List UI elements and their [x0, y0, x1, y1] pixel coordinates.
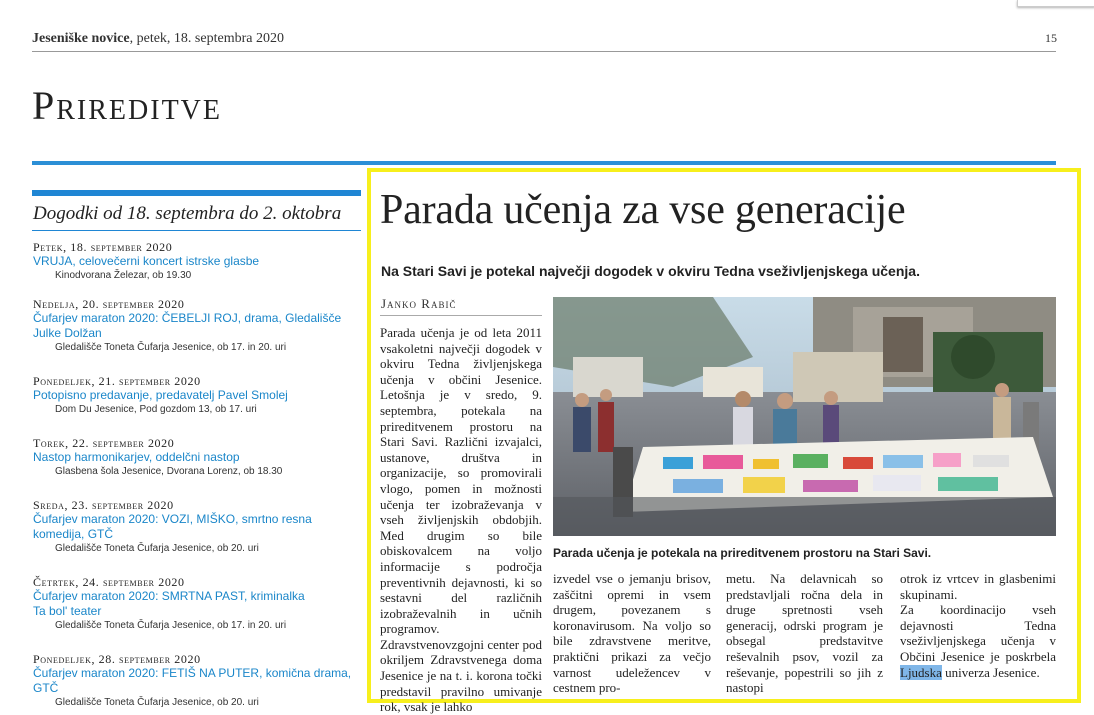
article-headline: Parada učenja za vse generacije — [380, 187, 906, 233]
event-place: Gledališče Toneta Čufarja Jesenice, ob 17. in 20. uri — [55, 620, 287, 631]
highlighted-word[interactable]: Ljudska — [900, 664, 942, 680]
event-place: Kinodvorana Železar, ob 19.30 — [55, 270, 192, 281]
event-place: Dom Du Jesenice, Pod gozdom 13, ob 17. uri — [55, 404, 257, 415]
event-place: Gledališče Toneta Čufarja Jesenice, ob 20. uri — [55, 697, 259, 708]
event-title: Nastop harmonikarjev, oddelčni nastop — [33, 450, 240, 464]
article-column-1: Parada učenja je od leta 2011 vsakoletni največji dogodek v okviru Tedna življenjskega učenja v občini Jesenice. Letošnja je v sredo, 9. septembra, potekala na prireditvenem prostoru na Stari Savi. Različni izvajalci, ustanove, društva in organizacije, so promovirali vlogo, pomen in možnosti učenja ter izobraževanja v vseh življenjskih obdobjih. Med drugim so bile obiskovalcem na voljo informacije s področja preventivnih dejavnosti, ki so sestavni del različnih izobraževalnih in učnih programov. Zdravstvenovzgojni center pod okriljem Zdravstvenega doma Jesenice je na t. i. korona točki predstavil pravilno umivanje rok, vsak je lahko — [380, 325, 542, 715]
event-photo-image — [553, 297, 1056, 536]
event-item — [33, 653, 363, 710]
article-column-3: metu. Na delavnicah so predstavljali ročna dela in druge spretnosti vseh generacij, odrski program je obsegal predstavitve reševalnih psov, vozil za reševanje, popestrili so jih z nastopi — [726, 571, 883, 696]
event-date: Petek, 18. september 2020 — [33, 240, 173, 254]
article-author: Janko Rabič — [381, 296, 457, 311]
event-date: Ponedeljek, 21. september 2020 — [33, 374, 201, 388]
photo-caption: Parada učenja je potekala na prireditvenem prostoru na Stari Savi. — [553, 546, 932, 560]
event-item — [33, 576, 363, 633]
event-title: VRUJA, celovečerni koncert istrske glasbe — [33, 254, 260, 268]
event-date: Torek, 22. september 2020 — [33, 436, 175, 450]
masthead — [32, 31, 284, 47]
column-4-text-end: univerza Jesenice. — [941, 664, 1040, 680]
event-date: Sreda, 23. september 2020 — [33, 498, 174, 512]
author-rule — [380, 315, 542, 316]
event-item — [33, 298, 363, 355]
section-divider — [32, 161, 1056, 165]
event-item — [33, 241, 363, 283]
event-title: Čufarjev maraton 2020: FETIŠ NA PUTER, komična drama, GTČ — [33, 666, 352, 695]
publication-name: Jeseniške novice — [32, 31, 130, 46]
event-date: Nedelja, 20. september 2020 — [33, 297, 185, 311]
event-date: Četrtek, 24. september 2020 — [33, 575, 185, 589]
event-title: Čufarjev maraton 2020: VOZI, MIŠKO, smrtno resna komedija, GTČ — [33, 512, 312, 541]
window-edge — [1017, 0, 1094, 7]
event-title: Potopisno predavanje, predavatelj Pavel Smolej — [33, 388, 288, 402]
article-column-4 — [900, 571, 1056, 680]
page-number: 15 — [1045, 31, 1057, 45]
event-place: Gledališče Toneta Čufarja Jesenice, ob 17. in 20. uri — [55, 342, 287, 353]
header-rule — [32, 51, 1056, 52]
event-item — [33, 437, 363, 479]
section-title: Prireditve — [32, 83, 222, 128]
event-place: Gledališče Toneta Čufarja Jesenice, ob 20. uri — [55, 543, 259, 554]
events-heading: Dogodki od 18. septembra do 2. oktobra — [33, 203, 342, 224]
issue-date: , petek, 18. septembra 2020 — [129, 31, 284, 46]
article-subhead: Na Stari Savi je potekal največji dogodek v okviru Tedna vseživljenjskega učenja. — [381, 263, 920, 279]
event-item — [33, 375, 363, 417]
event-place: Glasbena šola Jesenice, Dvorana Lorenz, ob 18.30 — [55, 466, 283, 477]
article-photo — [553, 297, 1056, 536]
article-column-2: izvedel vse o jemanju brisov, zaščitni opremi in vsem drugem, povezanem s koronavirusom. Na voljo so bile zdravstvene meritve, praktični prikazi za večjo varnost udeležencev v cestnem pro- — [553, 571, 711, 696]
event-item — [33, 499, 363, 556]
events-rule — [32, 230, 361, 231]
event-title: Čufarjev maraton 2020: ČEBELJI ROJ, drama, Gledališče Julke Dolžan — [33, 311, 342, 340]
column-4-text: otrok iz vrtcev in glasbenimi skupinami. Za koordinacijo vseh dejavnosti Tedna vseživljenjskega učenja v Občini Jesenice je poskrbela — [900, 571, 1056, 664]
events-top-bar — [32, 190, 361, 196]
event-date: Ponedeljek, 28. september 2020 — [33, 652, 201, 666]
event-title: Čufarjev maraton 2020: SMRTNA PAST, kriminalka Ta bol' teater — [33, 589, 305, 618]
